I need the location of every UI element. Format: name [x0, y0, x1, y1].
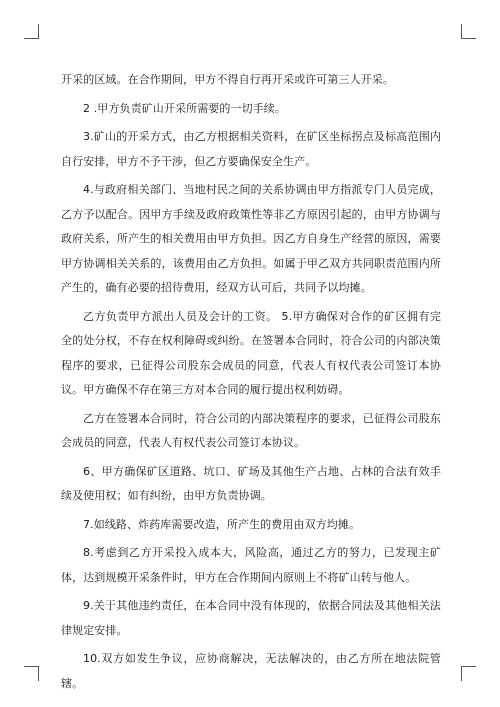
crop-mark-bottom-right	[461, 666, 476, 681]
paragraph-2: 2 .甲方负责矿山开采所需要的一切手续。	[83, 101, 286, 115]
paragraph-3: 3.矿山的开采方式，由乙方根据相关资料，在矿区坐标拐点及标高范围内自行安排，甲方不予干涉，但乙方要确保安全生产。	[61, 130, 441, 168]
paragraph-10: 9.关于其他违约责任，在本合同中没有体现的，依据合同法及其他相关法律规定安排。	[61, 599, 441, 637]
paragraph-4: 4.与政府相关部门、当地村民之间的关系协调由甲方指派专门人员完成，乙方予以配合。因甲方手续及政府政策性等非乙方原因引起的，由甲方协调与政府关系，所产生的相关费用由甲方负担。因乙方自身生产经营的原因，需要甲方协调相关关系的，该费用由乙方负担。如属于甲乙双方共同职责范围内所产生的，确有必要的招待费用，经双方认可后，共同予以均摊。	[61, 183, 441, 294]
crop-mark-top-left	[24, 24, 39, 39]
paragraph-11: 10.双方如发生争议，应协商解决，无法解决的，由乙方所在地法院管辖。	[61, 652, 441, 690]
crop-mark-top-right	[461, 24, 476, 39]
paragraph-1: 开采的区域。在合作期间，甲方不得自行再开采或许可第三人开采。	[61, 73, 394, 86]
paragraph-6: 乙方在签署本合同时，符合公司的内部决策程序的要求，已征得公司股东会成员的同意，代表人有权代表公司签订本协议。	[61, 411, 441, 449]
paragraph-7: 6、甲方确保矿区道路、坑口、矿场及其他生产占地、占林的合法有效手续及使用权；如有纠纷，由甲方负责协调。	[61, 464, 441, 502]
paragraph-9: 8.考虑到乙方开采投入成本大，风险高，通过乙方的努力，已发现主矿体，达到规模开采条件时，甲方在合作期间内原则上不将矿山转与他人。	[61, 546, 441, 584]
crop-mark-bottom-left	[24, 666, 39, 681]
paragraph-5: 乙方负责甲方派出人员及会计的工资。 5.甲方确保对合作的矿区拥有完全的处分权，不存在权利障碍或纠纷。在签署本合同时，符合公司的内部决策程序的要求，已征得公司股东会成员的同意，代表人有权代表公司签订本协议。甲方确保不存在第三方对本合同的履行提出权利妨碍。	[61, 309, 441, 396]
paragraph-8: 7.如线路、炸药库需要改造，所产生的费用由双方均摊。	[83, 517, 361, 531]
document-body	[61, 68, 441, 700]
